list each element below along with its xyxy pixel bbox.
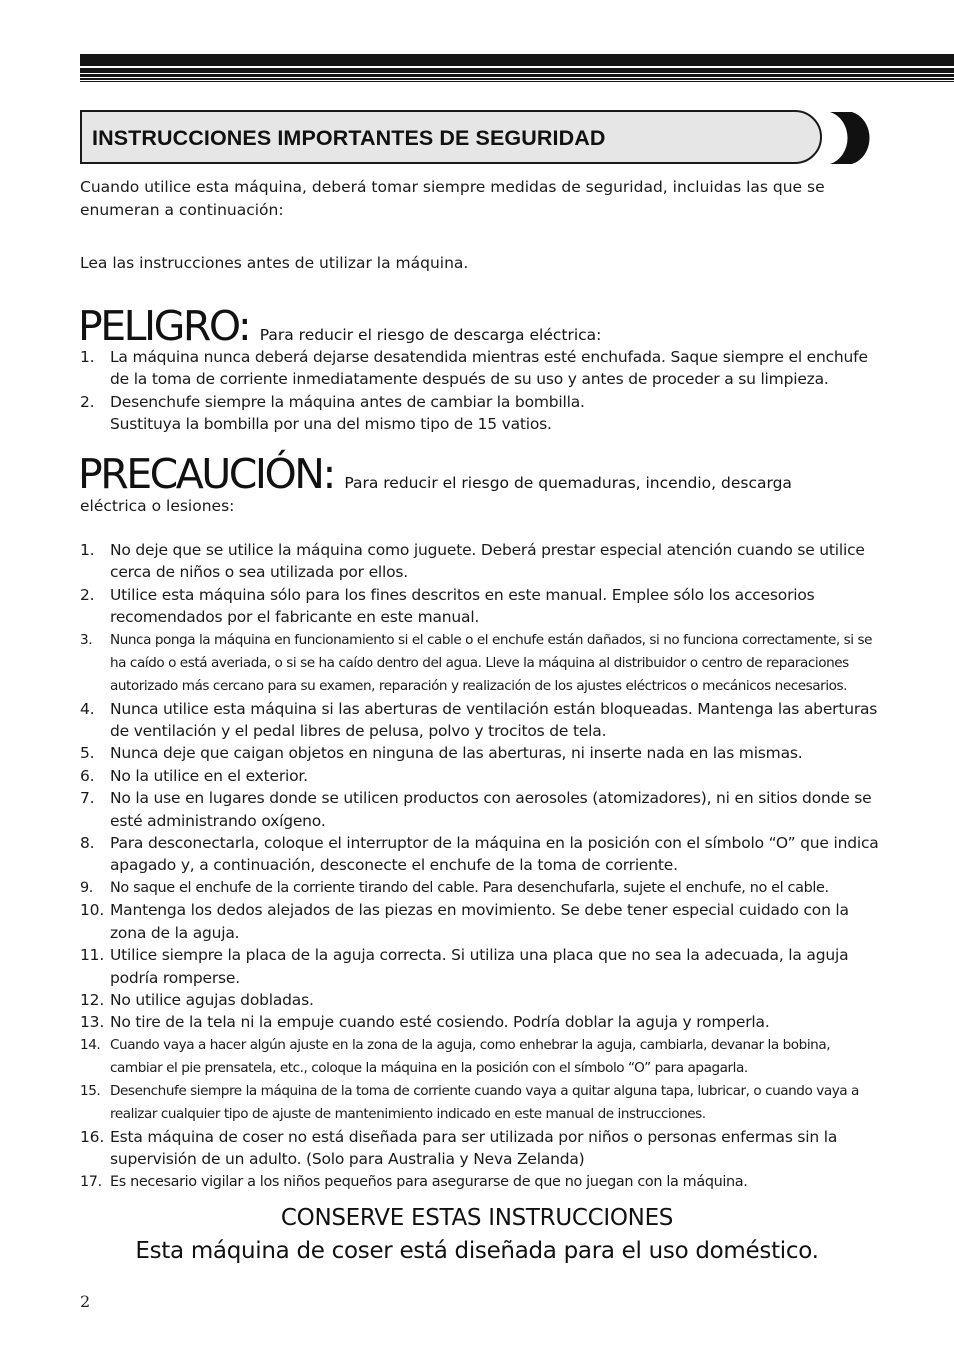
- page-number: 2: [80, 1292, 91, 1311]
- list-item: 17. Es necesario vigilar a los niños pequeños para asegurarse de que no juegan con la máquina.: [80, 1173, 748, 1190]
- list-item: 2. Desenchufe siempre la máquina antes de cambiar la bombilla. Sustituya la bombilla por una del mismo tipo de 15 vatios.: [80, 392, 585, 434]
- caution-subtitle: Para reducir el riesgo de quemaduras, incendio, descarga: [344, 474, 792, 492]
- caution-title: PRECAUCIÓN:: [78, 450, 334, 498]
- read-instructions-text: Lea las instrucciones antes de utilizar la máquina.: [80, 254, 469, 272]
- list-item: 9. No saque el enchufe de la corriente tirando del cable. Para desenchufarla, sujete el enchufe, no el cable.: [80, 879, 829, 896]
- list-item: 14. Cuando vaya a hacer algún ajuste en la zona de la aguja, como enhebrar la aguja, cambiarla, devanar la bobina, cambiar el pie prensatela, etc., coloque la máquina en la posición con el símbolo “O” para apagarla.: [80, 1036, 831, 1076]
- list-item: 7. No la use en lugares donde se utilicen productos con aerosoles (atomizadores), ni en sitios donde se esté administrando oxígeno.: [80, 789, 872, 830]
- list-item: 12. No utilice agujas dobladas.: [80, 990, 314, 1009]
- list-item: 10. Mantenga los dedos alejados de las piezas en movimiento. Se debe tener especial cuidado con la zona de la aguja.: [80, 901, 849, 942]
- list-item: 5. Nunca deje que caigan objetos en ninguna de las aberturas, ni inserte nada en las mismas.: [80, 744, 803, 763]
- list-item: 16. Esta máquina de coser no está diseñada para ser utilizada por niños o personas enfermas sin la supervisión de un adulto. (Solo para Australia y Neva Zelanda): [80, 1127, 838, 1169]
- danger-list: [80, 346, 880, 436]
- danger-title: PELIGRO:: [78, 302, 250, 350]
- closing-line-1: CONSERVE ESTAS INSTRUCCIONES: [280, 1205, 674, 1231]
- list-item: 11. Utilice siempre la placa de la aguja correcta. Si utiliza una placa que no sea la adecuada, la aguja podría romperse.: [80, 946, 849, 987]
- caution-subtitle-continued: eléctrica o lesiones:: [80, 497, 235, 515]
- intro-text: Cuando utilice esta máquina, deberá tomar siempre medidas de seguridad, incluidas las que se enumeran a continuación:: [80, 178, 825, 219]
- list-item: 6. No la utilice en el exterior.: [80, 766, 308, 785]
- header-end-cap-icon: [826, 110, 878, 166]
- list-item: 3. Nunca ponga la máquina en funcionamiento si el cable o el enchufe están dañados, si no funciona correctamente, si se ha caído o está averiada, o si se ha caído dentro del agua. Lleve la máquina al distribuidor o centro de reparaciones autorizado más cercano para su examen, reparación y realización de los ajustes eléctricos o mecánicos necesarios.: [80, 631, 873, 694]
- list-item: 1. No deje que se utilice la máquina como juguete. Deberá prestar especial atención cuando se utilice cerca de niños o sea utilizada por ellos.: [80, 541, 865, 582]
- top-decorative-bar: [80, 54, 954, 82]
- list-item: 4. Nunca utilice esta máquina si las aberturas de ventilación están bloqueadas. Mantenga las aberturas de ventilación y el pedal libres de pelusa, polvo y trocitos de tela.: [80, 699, 878, 741]
- danger-subtitle: Para reducir el riesgo de descarga eléctrica:: [259, 326, 602, 344]
- caution-list: [80, 539, 880, 1193]
- section-title: INSTRUCCIONES IMPORTANTES DE SEGURIDAD: [92, 126, 606, 150]
- section-header: [80, 110, 822, 164]
- list-item: 1. La máquina nunca deberá dejarse desatendida mientras esté enchufada. Saque siempre el enchufe de la toma de corriente inmediatamente después de su uso y antes de proceder a su limpieza.: [80, 348, 868, 389]
- list-item: 8. Para desconectarla, coloque el interruptor de la máquina en la posición con el símbolo “O” que indica apagado y, a continuación, desconecte el enchufe de la toma de corriente.: [80, 834, 879, 875]
- list-item: 2. Utilice esta máquina sólo para los fines descritos en este manual. Emplee sólo los accesorios recomendados por el fabricante en este manual.: [80, 585, 815, 627]
- closing-line-2: Esta máquina de coser está diseñada para el uso doméstico.: [135, 1238, 819, 1264]
- list-item: 13. No tire de la tela ni la empuje cuando esté cosiendo. Podría doblar la aguja y romperla.: [80, 1013, 770, 1032]
- list-item: 15. Desenchufe siempre la máquina de la toma de corriente cuando vaya a quitar alguna tapa, lubricar, o cuando vaya a realizar cualquier tipo de ajuste de mantenimiento indicado en este manual de instrucciones.: [80, 1082, 859, 1122]
